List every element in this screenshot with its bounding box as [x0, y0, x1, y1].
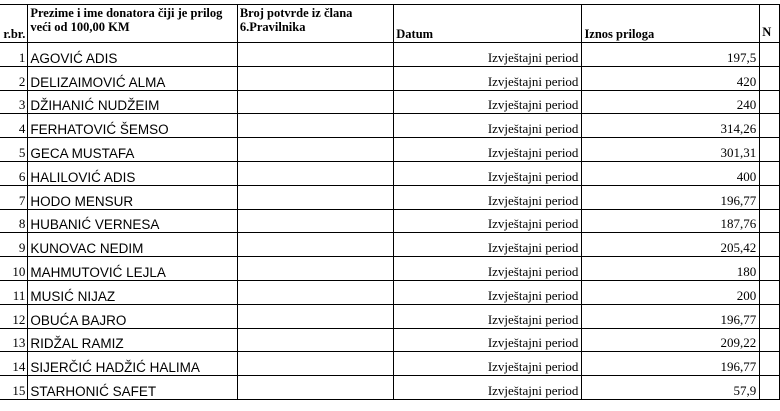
last-cell [760, 257, 780, 281]
donor-name: GECA MUSTAFA [28, 138, 237, 162]
last-cell [760, 280, 780, 304]
donor-name: HUBANIĆ VERNESA [28, 209, 237, 233]
row-number: 14 [0, 352, 28, 376]
row-number: 9 [0, 233, 28, 257]
datum-cell: Izvještajni period [394, 185, 582, 209]
datum-cell: Izvještajni period [394, 304, 582, 328]
iznos-cell: 420 [582, 66, 760, 90]
potvrda-cell [237, 352, 393, 376]
potvrda-cell [237, 376, 393, 400]
header-rb: r.br. [0, 5, 28, 43]
header-row [0, 5, 780, 43]
datum-cell: Izvještajni period [394, 257, 582, 281]
donor-name: MAHMUTOVIĆ LEJLA [28, 257, 237, 281]
row-number: 10 [0, 257, 28, 281]
donor-name: HALILOVIĆ ADIS [28, 161, 237, 185]
datum-cell: Izvještajni period [394, 352, 582, 376]
last-cell [760, 304, 780, 328]
datum-cell: Izvještajni period [394, 161, 582, 185]
table-row [0, 257, 780, 281]
table-row [0, 185, 780, 209]
donor-name: FERHATOVIĆ ŠEMSO [28, 114, 237, 138]
donor-name: MUSIĆ NIJAZ [28, 280, 237, 304]
table-row [0, 233, 780, 257]
row-number: 7 [0, 185, 28, 209]
potvrda-cell [237, 185, 393, 209]
iznos-cell: 196,77 [582, 352, 760, 376]
donor-name: STARHONIĆ SAFET [28, 376, 237, 400]
header-donor-name: Prezime i ime donatora čiji je prilog veći od 100,00 KM [28, 5, 237, 43]
datum-cell: Izvještajni period [394, 233, 582, 257]
last-cell [760, 90, 780, 114]
iznos-cell: 57,9 [582, 376, 760, 400]
last-cell [760, 43, 780, 67]
last-cell [760, 328, 780, 352]
table-row [0, 280, 780, 304]
last-cell [760, 114, 780, 138]
donor-name: AGOVIĆ ADIS [28, 43, 237, 67]
potvrda-cell [237, 233, 393, 257]
last-cell [760, 209, 780, 233]
datum-cell: Izvještajni period [394, 209, 582, 233]
donor-table [0, 4, 780, 400]
row-number: 5 [0, 138, 28, 162]
row-number: 1 [0, 43, 28, 67]
row-number: 15 [0, 376, 28, 400]
datum-cell: Izvještajni period [394, 114, 582, 138]
header-potvrda: Broj potvrde iz člana 6.Pravilnika [237, 5, 393, 43]
table-row [0, 209, 780, 233]
potvrda-cell [237, 114, 393, 138]
row-number: 11 [0, 280, 28, 304]
table-row [0, 43, 780, 67]
iznos-cell: 301,31 [582, 138, 760, 162]
donor-name: HODO MENSUR [28, 185, 237, 209]
table-row [0, 304, 780, 328]
iznos-cell: 196,77 [582, 304, 760, 328]
row-number: 3 [0, 90, 28, 114]
iznos-cell: 187,76 [582, 209, 760, 233]
potvrda-cell [237, 328, 393, 352]
iznos-cell: 209,22 [582, 328, 760, 352]
table-row [0, 66, 780, 90]
table-row [0, 376, 780, 400]
datum-cell: Izvještajni period [394, 66, 582, 90]
potvrda-cell [237, 304, 393, 328]
last-cell [760, 352, 780, 376]
header-iznos: Iznos priloga [582, 5, 760, 43]
datum-cell: Izvještajni period [394, 90, 582, 114]
donor-name: SIJERČIĆ HADŽIĆ HALIMA [28, 352, 237, 376]
last-cell [760, 138, 780, 162]
potvrda-cell [237, 138, 393, 162]
iznos-cell: 205,42 [582, 233, 760, 257]
donor-name: KUNOVAC NEDIM [28, 233, 237, 257]
iznos-cell: 240 [582, 90, 760, 114]
donor-name: DŽIHANIĆ NUDŽEIM [28, 90, 237, 114]
iznos-cell: 314,26 [582, 114, 760, 138]
potvrda-cell [237, 43, 393, 67]
iznos-cell: 197,5 [582, 43, 760, 67]
potvrda-cell [237, 66, 393, 90]
potvrda-cell [237, 90, 393, 114]
datum-cell: Izvještajni period [394, 43, 582, 67]
donor-name: OBUĆA BAJRO [28, 304, 237, 328]
datum-cell: Izvještajni period [394, 280, 582, 304]
header-datum: Datum [394, 5, 582, 43]
row-number: 6 [0, 161, 28, 185]
last-cell [760, 233, 780, 257]
table-row [0, 352, 780, 376]
iznos-cell: 400 [582, 161, 760, 185]
iznos-cell: 196,77 [582, 185, 760, 209]
row-number: 2 [0, 66, 28, 90]
donor-name: RIDŽAL RAMIZ [28, 328, 237, 352]
last-cell [760, 161, 780, 185]
row-number: 12 [0, 304, 28, 328]
last-cell [760, 66, 780, 90]
table-row [0, 114, 780, 138]
datum-cell: Izvještajni period [394, 328, 582, 352]
potvrda-cell [237, 209, 393, 233]
potvrda-cell [237, 161, 393, 185]
datum-cell: Izvještajni period [394, 376, 582, 400]
row-number: 13 [0, 328, 28, 352]
table-row [0, 90, 780, 114]
row-number: 8 [0, 209, 28, 233]
datum-cell: Izvještajni period [394, 138, 582, 162]
iznos-cell: 180 [582, 257, 760, 281]
row-number: 4 [0, 114, 28, 138]
header-last: N [760, 5, 780, 43]
last-cell [760, 185, 780, 209]
potvrda-cell [237, 280, 393, 304]
iznos-cell: 200 [582, 280, 760, 304]
last-cell [760, 376, 780, 400]
table-row [0, 161, 780, 185]
donor-name: DELIZAIMOVIĆ ALMA [28, 66, 237, 90]
table-row [0, 328, 780, 352]
table-row [0, 138, 780, 162]
potvrda-cell [237, 257, 393, 281]
